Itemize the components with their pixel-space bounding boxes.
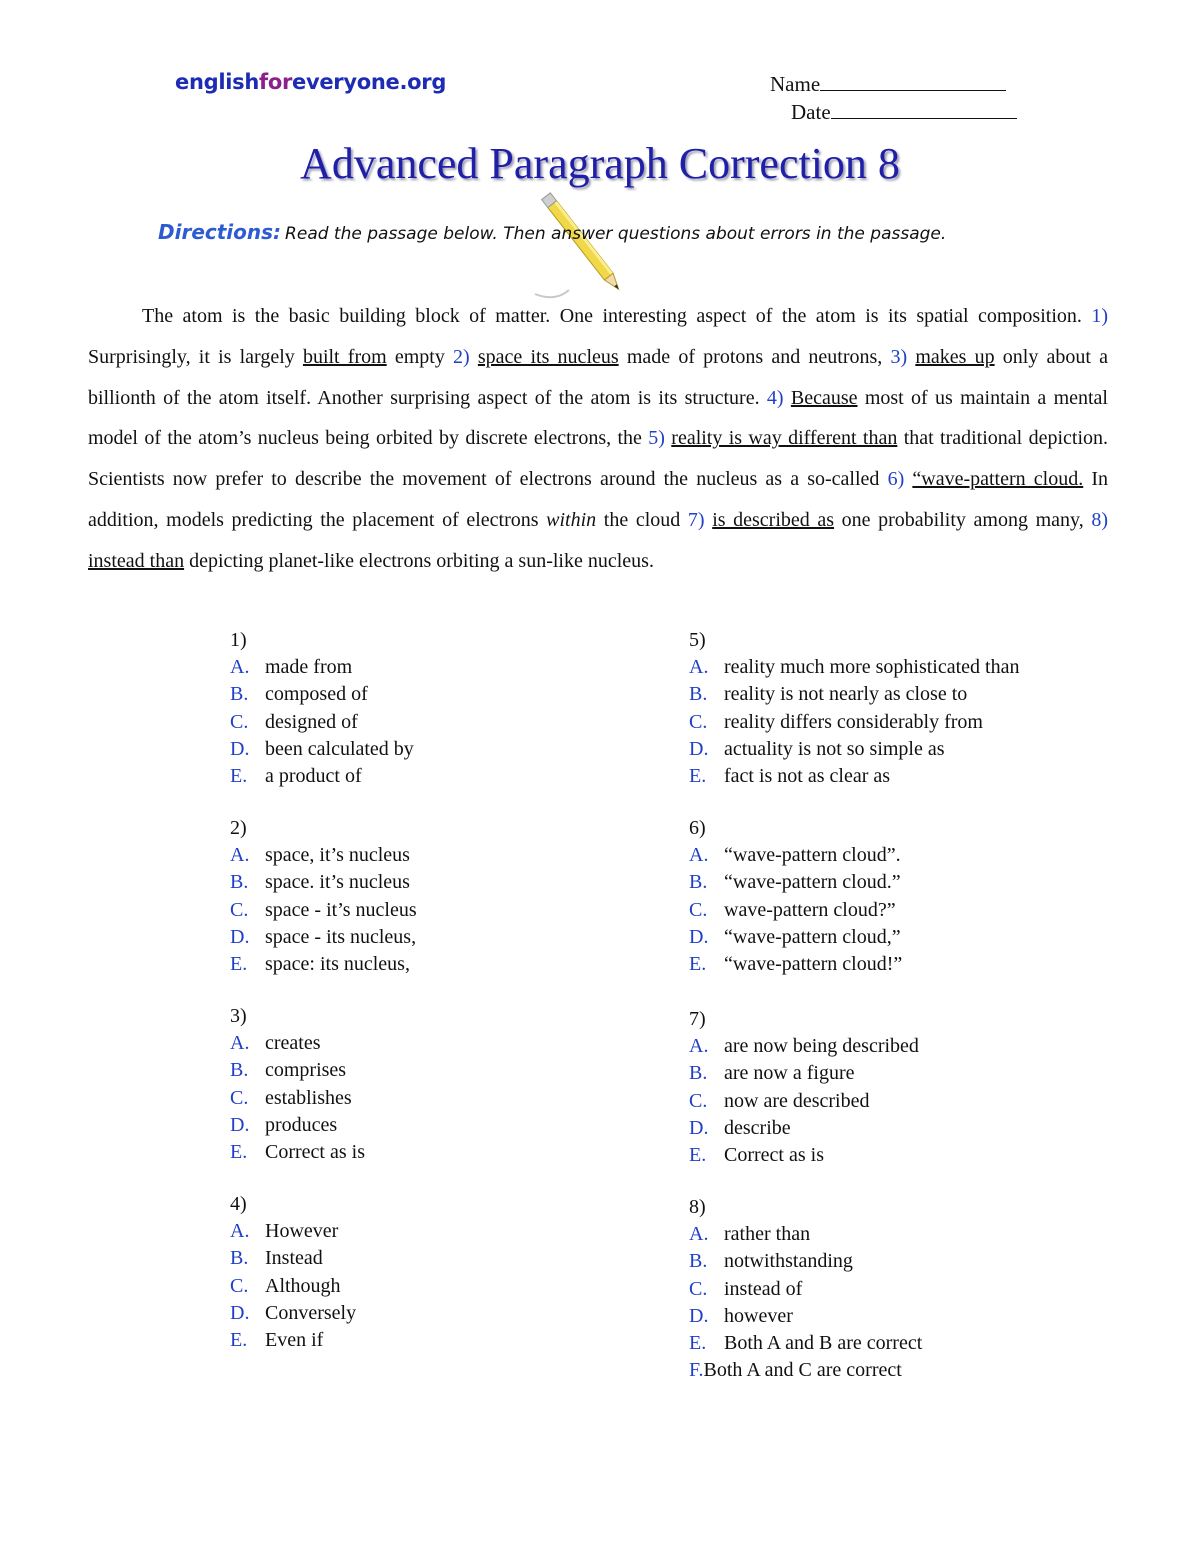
option-letter: C. bbox=[230, 710, 249, 733]
question-1 bbox=[230, 627, 414, 790]
question-marker: 3) bbox=[890, 345, 908, 368]
answer-option[interactable] bbox=[230, 842, 417, 869]
option-text: wave-pattern cloud?” bbox=[724, 898, 896, 921]
question-marker: 7) bbox=[687, 508, 705, 531]
option-letter: D. bbox=[689, 1304, 709, 1327]
option-letter: D. bbox=[230, 1113, 250, 1136]
option-text: However bbox=[265, 1220, 339, 1242]
answer-option[interactable] bbox=[689, 1115, 919, 1142]
option-text: actuality is not so simple as bbox=[724, 737, 945, 760]
question-number: 5) bbox=[689, 629, 706, 651]
option-letter: B. bbox=[689, 1250, 708, 1273]
answer-option[interactable] bbox=[689, 897, 902, 924]
answer-option[interactable] bbox=[230, 951, 417, 978]
option-text: reality is not nearly as close to bbox=[724, 683, 968, 706]
directions bbox=[158, 220, 946, 244]
question-number: 3) bbox=[230, 1005, 247, 1027]
answer-option[interactable] bbox=[230, 709, 414, 736]
answer-option[interactable] bbox=[689, 924, 902, 951]
answer-option[interactable] bbox=[689, 1276, 922, 1303]
passage-paragraph bbox=[88, 296, 1108, 582]
answer-option[interactable] bbox=[230, 1139, 365, 1166]
question-marker: 2) bbox=[453, 345, 470, 368]
question-marker: 8) bbox=[1091, 508, 1108, 531]
passage-text: Surprisingly, it is largely bbox=[88, 345, 303, 368]
passage-text: only about a billionth of the atom itself. Another surprising aspect of the atom is its structure. bbox=[88, 345, 1109, 409]
question-number: 1) bbox=[230, 629, 247, 651]
option-letter: A. bbox=[230, 656, 250, 678]
site-logo bbox=[175, 70, 446, 94]
answer-option[interactable] bbox=[689, 763, 1019, 790]
underlined-phrase: “wave-pattern cloud. bbox=[912, 468, 1084, 491]
answer-option[interactable] bbox=[230, 1218, 356, 1245]
answer-option[interactable] bbox=[230, 1245, 356, 1272]
answer-option[interactable] bbox=[230, 1300, 356, 1327]
passage bbox=[88, 296, 1108, 582]
answer-option[interactable] bbox=[230, 681, 414, 708]
question-marker: 6) bbox=[887, 468, 905, 491]
date-line[interactable] bbox=[831, 100, 1017, 119]
option-letter: F. bbox=[689, 1359, 704, 1382]
option-text: Correct as is bbox=[265, 1141, 365, 1164]
passage-text bbox=[470, 346, 478, 368]
underlined-phrase: is described as bbox=[712, 508, 835, 531]
question-number: 7) bbox=[689, 1008, 706, 1030]
option-text: space. it’s nucleus bbox=[265, 871, 410, 894]
answer-option[interactable] bbox=[230, 1112, 365, 1139]
answer-option[interactable] bbox=[689, 1221, 922, 1248]
option-text: space, it’s nucleus bbox=[265, 844, 410, 866]
option-text: “wave-pattern cloud!” bbox=[724, 953, 903, 976]
answer-option[interactable] bbox=[689, 1248, 922, 1275]
option-letter: A. bbox=[689, 844, 709, 866]
underlined-phrase: Because bbox=[790, 386, 858, 409]
page-title: Advanced Paragraph Correction 8 bbox=[300, 139, 900, 188]
answer-option[interactable] bbox=[689, 1088, 919, 1115]
answer-option[interactable] bbox=[689, 1060, 919, 1087]
option-text: space: its nucleus, bbox=[265, 953, 410, 976]
passage-text: empty bbox=[386, 345, 454, 368]
option-letter: B. bbox=[689, 1062, 708, 1085]
passage-text: depicting planet-like electrons orbiting a sun-like nucleus. bbox=[184, 549, 654, 572]
question-8 bbox=[689, 1194, 922, 1385]
option-letter: A. bbox=[689, 1223, 709, 1245]
option-letter: C. bbox=[230, 1274, 249, 1297]
option-letter: E. bbox=[230, 765, 248, 788]
answer-option[interactable] bbox=[689, 736, 1019, 763]
answer-option[interactable] bbox=[689, 1033, 919, 1060]
option-letter: D. bbox=[689, 925, 709, 948]
answer-option[interactable] bbox=[689, 1357, 922, 1384]
option-letter: A. bbox=[230, 844, 250, 866]
answer-option[interactable] bbox=[230, 1057, 365, 1084]
option-letter: C. bbox=[689, 1277, 708, 1300]
option-letter: D. bbox=[230, 925, 250, 948]
option-letter: A. bbox=[230, 1032, 250, 1054]
passage-text: the cloud bbox=[596, 508, 688, 531]
option-letter: B. bbox=[230, 871, 249, 894]
question-7 bbox=[689, 1006, 919, 1169]
directions-text: Read the passage below. Then answer questions about errors in the passage. bbox=[285, 224, 947, 244]
pencil-icon bbox=[525, 190, 645, 305]
answer-option[interactable] bbox=[689, 842, 902, 869]
option-text: been calculated by bbox=[265, 737, 414, 760]
option-letter: A. bbox=[230, 1220, 250, 1242]
option-letter: D. bbox=[689, 1116, 709, 1139]
option-letter: D. bbox=[230, 737, 250, 760]
option-text: Instead bbox=[265, 1247, 323, 1270]
answer-option[interactable] bbox=[689, 951, 902, 978]
answer-option[interactable] bbox=[230, 763, 414, 790]
name-label: Name bbox=[770, 72, 821, 96]
underlined-phrase: makes up bbox=[915, 345, 995, 368]
passage-text: one probability among many, bbox=[834, 508, 1092, 531]
option-text: reality much more sophisticated than bbox=[724, 656, 1020, 678]
option-text: are now being described bbox=[724, 1035, 919, 1057]
underlined-phrase: reality is way different than bbox=[671, 427, 898, 450]
option-letter: E. bbox=[689, 765, 707, 788]
option-letter: E. bbox=[689, 1144, 707, 1167]
option-text: Although bbox=[265, 1274, 341, 1297]
option-text: however bbox=[724, 1304, 793, 1327]
question-2 bbox=[230, 815, 417, 978]
option-text: fact is not as clear as bbox=[724, 765, 891, 788]
option-text: “wave-pattern cloud.” bbox=[724, 871, 901, 894]
question-marker: 5) bbox=[648, 427, 665, 450]
site-logo-everyone: everyone.org bbox=[292, 70, 447, 94]
underlined-phrase: built from bbox=[302, 345, 387, 368]
option-letter: D. bbox=[230, 1301, 250, 1324]
option-letter: E. bbox=[230, 1141, 248, 1164]
option-letter: A. bbox=[689, 1035, 709, 1057]
option-text: describe bbox=[724, 1116, 791, 1139]
option-letter: C. bbox=[230, 1086, 249, 1109]
underlined-phrase: instead than bbox=[88, 549, 185, 572]
directions-label: Directions: bbox=[158, 220, 282, 244]
option-text: comprises bbox=[265, 1059, 347, 1082]
option-text: made from bbox=[265, 656, 353, 678]
option-text: produces bbox=[265, 1113, 338, 1136]
option-letter: B. bbox=[230, 683, 249, 706]
option-text: notwithstanding bbox=[724, 1250, 853, 1273]
answer-option[interactable] bbox=[689, 681, 1019, 708]
option-text: a product of bbox=[265, 765, 362, 788]
option-letter: C. bbox=[230, 898, 249, 921]
question-marker: 1) bbox=[1091, 305, 1108, 327]
option-letter: D. bbox=[689, 737, 709, 760]
question-4 bbox=[230, 1191, 356, 1354]
answer-option[interactable] bbox=[230, 924, 417, 951]
site-logo-for: for bbox=[258, 70, 293, 94]
passage-text bbox=[784, 387, 791, 409]
option-letter: E. bbox=[230, 953, 248, 976]
answer-option[interactable] bbox=[230, 897, 417, 924]
answer-option[interactable] bbox=[689, 1303, 922, 1330]
answer-option[interactable] bbox=[689, 1330, 922, 1357]
option-letter: B. bbox=[230, 1059, 249, 1082]
question-marker: 4) bbox=[766, 386, 784, 409]
option-text: reality differs considerably from bbox=[724, 710, 983, 733]
option-text: space - it’s nucleus bbox=[265, 898, 417, 921]
option-text: Both A and B are correct bbox=[724, 1332, 923, 1355]
answer-option[interactable] bbox=[230, 1273, 356, 1300]
answer-option[interactable] bbox=[230, 869, 417, 896]
option-letter: C. bbox=[689, 1089, 708, 1112]
option-text: rather than bbox=[724, 1223, 811, 1245]
name-line[interactable] bbox=[820, 72, 1006, 91]
option-letter: B. bbox=[689, 871, 708, 894]
question-6 bbox=[689, 815, 902, 978]
option-letter: B. bbox=[689, 683, 708, 706]
option-letter: C. bbox=[689, 710, 708, 733]
passage-text: that traditional depiction. Scientists now prefer to describe the movement of electrons around the nucleus as a so-called bbox=[88, 427, 1109, 491]
date-label: Date bbox=[791, 100, 831, 124]
option-letter: A. bbox=[689, 656, 709, 678]
option-text: Correct as is bbox=[724, 1144, 824, 1167]
name-date-fields bbox=[770, 72, 1017, 128]
date-field[interactable] bbox=[770, 100, 1017, 128]
answer-option[interactable] bbox=[689, 1142, 919, 1169]
passage-text: most of us maintain a mental model of the atom’s nucleus being orbited by discrete electrons, the bbox=[88, 386, 1108, 450]
option-text: are now a figure bbox=[724, 1062, 855, 1085]
answer-option[interactable] bbox=[689, 709, 1019, 736]
option-text: Both A and C are correct bbox=[703, 1359, 902, 1382]
option-text: composed of bbox=[265, 683, 368, 706]
answer-option[interactable] bbox=[230, 1327, 356, 1354]
underlined-phrase: space its nucleus bbox=[477, 345, 619, 368]
passage-text: The atom is the basic building block of matter. One interesting aspect of the atom is its spatial composition. bbox=[142, 305, 1092, 327]
answer-option[interactable] bbox=[689, 654, 1019, 681]
answer-option[interactable] bbox=[230, 736, 414, 763]
option-text: instead of bbox=[724, 1277, 803, 1300]
option-letter: E. bbox=[689, 953, 707, 976]
passage-text: made of protons and neutrons, bbox=[618, 345, 891, 368]
option-text: now are described bbox=[724, 1089, 870, 1112]
option-text: “wave-pattern cloud”. bbox=[724, 844, 901, 866]
question-number: 4) bbox=[230, 1193, 247, 1215]
answer-option[interactable] bbox=[230, 654, 414, 681]
question-number: 8) bbox=[689, 1196, 706, 1218]
question-number: 6) bbox=[689, 817, 706, 839]
question-number: 2) bbox=[230, 817, 247, 839]
option-text: establishes bbox=[265, 1086, 352, 1109]
answer-option[interactable] bbox=[689, 869, 902, 896]
site-logo-english: english bbox=[175, 70, 259, 94]
option-text: Conversely bbox=[265, 1301, 357, 1324]
answer-option[interactable] bbox=[230, 1030, 365, 1057]
option-text: “wave-pattern cloud,” bbox=[724, 925, 901, 948]
option-text: creates bbox=[265, 1032, 321, 1054]
question-5 bbox=[689, 627, 1019, 790]
option-text: space - its nucleus, bbox=[265, 925, 417, 948]
option-letter: E. bbox=[230, 1329, 248, 1352]
passage-text: In addition, models predicting the placement of electrons bbox=[88, 468, 1109, 531]
answer-option[interactable] bbox=[230, 1085, 365, 1112]
option-text: designed of bbox=[265, 710, 358, 733]
option-text: Even if bbox=[265, 1329, 324, 1352]
italic-word: within bbox=[546, 508, 597, 531]
option-letter: B. bbox=[230, 1247, 249, 1270]
question-3 bbox=[230, 1003, 365, 1166]
option-letter: E. bbox=[689, 1332, 707, 1355]
name-field[interactable] bbox=[770, 72, 1017, 100]
option-letter: C. bbox=[689, 898, 708, 921]
